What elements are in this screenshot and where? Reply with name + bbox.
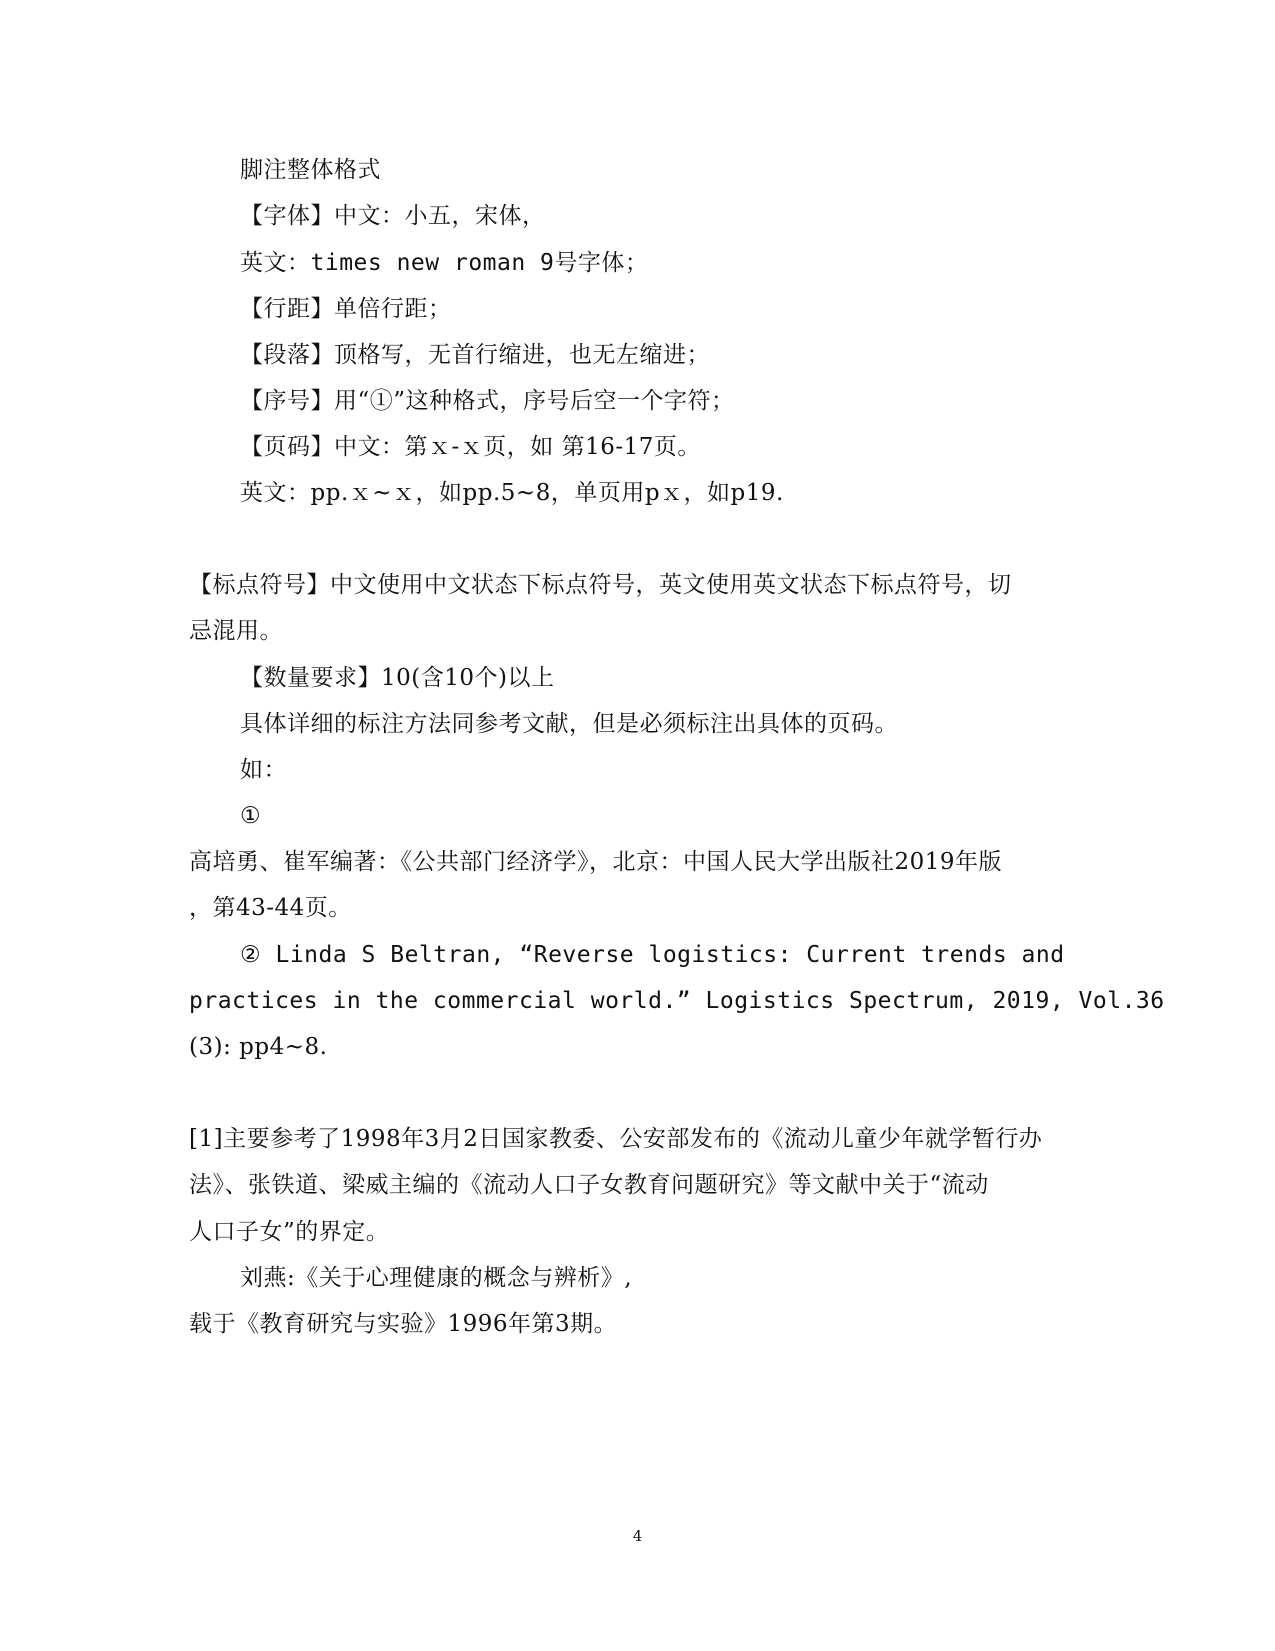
reference-liu-line1: 刘燕:《关于心理健康的概念与辨析》,	[240, 1265, 633, 1291]
numbering-rule: 【序号】用“①”这种格式，序号后空一个字符；	[240, 388, 735, 414]
page-number: 4	[632, 1527, 643, 1545]
font-rule-chinese: 【字体】中文：小五，宋体，	[240, 203, 546, 229]
annotation-method-note: 具体详细的标注方法同参考文献，但是必须标注出具体的页码。	[240, 711, 898, 737]
footnote-1-line2: 法》、张铁道、梁威主编的《流动人口子女教育问题研究》等文献中关于“流动	[189, 1172, 989, 1198]
example-1-line1: 高培勇、崔军编著：《公共部门经济学》，北京：中国人民大学出版社2019年版	[189, 849, 1003, 875]
example-marker-1: ①	[240, 803, 262, 829]
example-label: 如：	[240, 757, 287, 783]
example-2-line2: practices in the commercial world.” Logistics Spectrum, 2019, Vol.36	[189, 988, 1165, 1014]
example-2-line3: (3): pp4~8.	[189, 1034, 328, 1060]
font-rule-english: 英文：times new roman 9号字体；	[240, 250, 649, 276]
punctuation-rule-line2: 忌混用。	[189, 618, 283, 644]
footnote-format-heading: 脚注整体格式	[240, 157, 381, 183]
punctuation-rule-line1: 【标点符号】中文使用中文状态下标点符号，英文使用英文状态下标点符号，切	[189, 572, 1012, 598]
paragraph-rule: 【段落】顶格写，无首行缩进，也无左缩进；	[240, 342, 710, 368]
footnote-1-line1: [1]主要参考了1998年3月2日国家教委、公安部发布的《流动儿童少年就学暂行办	[189, 1126, 1043, 1152]
line-spacing-rule: 【行距】单倍行距；	[240, 296, 452, 322]
quantity-requirement: 【数量要求】10(含10个)以上	[240, 665, 555, 691]
page-number-rule-chinese: 【页码】中文：第ｘ-ｘ页，如 第16-17页。	[240, 434, 701, 460]
reference-liu-line2: 载于《教育研究与实验》1996年第3期。	[189, 1311, 618, 1337]
page-number-rule-english: 英文：pp.ｘ~ｘ，如pp.5~8，单页用pｘ，如p19.	[240, 480, 784, 506]
example-1-line2: ，第43-44页。	[189, 895, 352, 921]
footnote-1-line3: 人口子女”的界定。	[189, 1219, 390, 1245]
example-2-line1: ② Linda S Beltran, “Reverse logistics: Current trends and	[240, 942, 1065, 968]
